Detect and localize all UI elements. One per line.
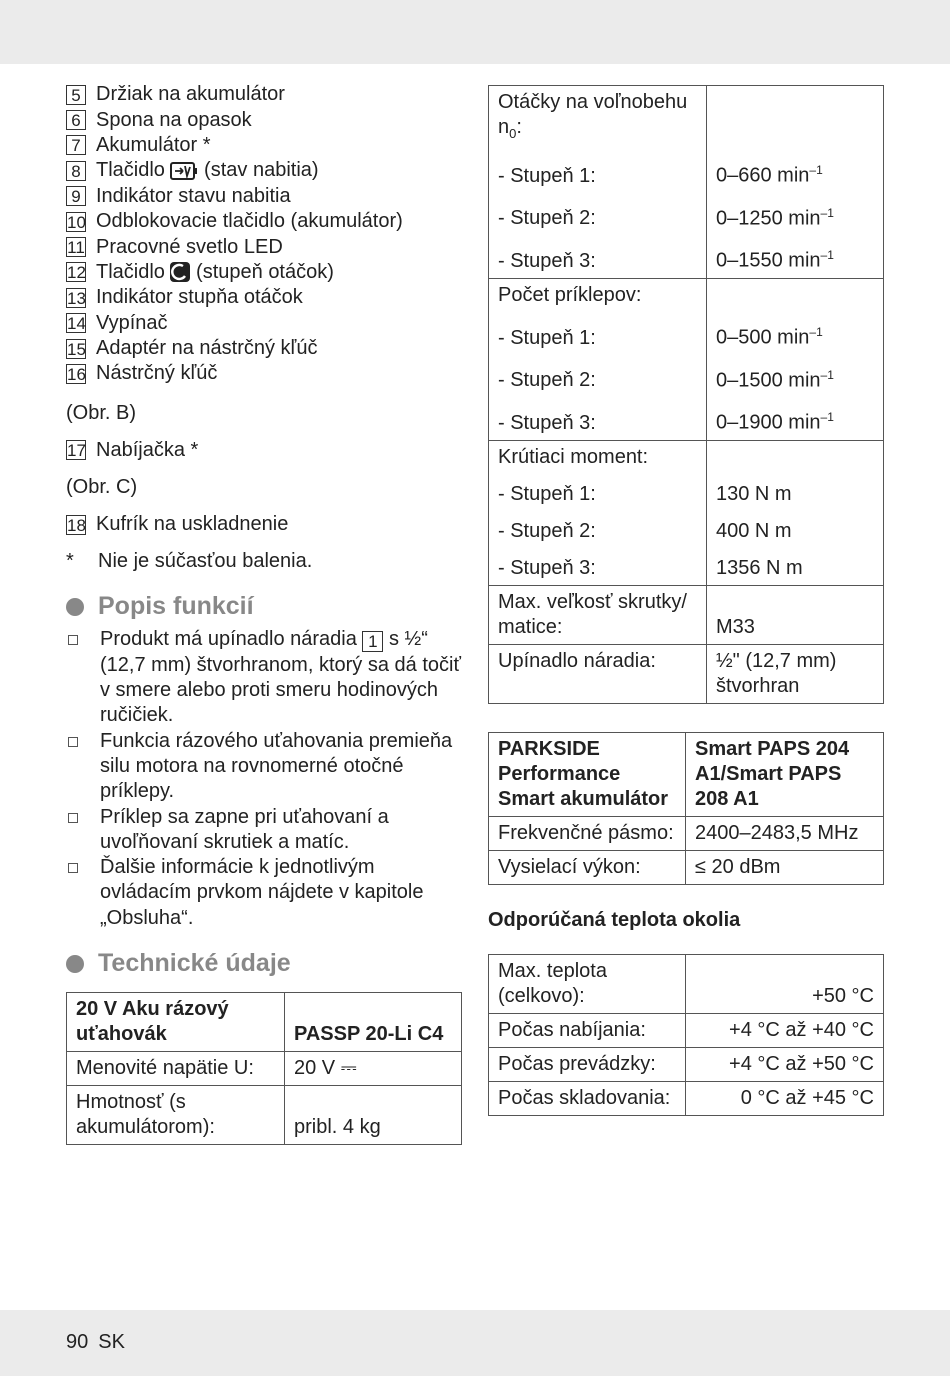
superscript: –1 bbox=[820, 205, 834, 220]
footer-band bbox=[0, 1310, 950, 1376]
item-number: 12 bbox=[67, 263, 86, 283]
table-cell bbox=[489, 86, 707, 151]
table-cell: Počas prevádzky: bbox=[489, 1047, 686, 1081]
legend-text: Indikátor stavu nabitia bbox=[96, 184, 291, 207]
list-item bbox=[66, 729, 462, 805]
table-cell bbox=[707, 440, 884, 474]
footnote-mark: * bbox=[66, 550, 74, 573]
table-cell: Počas skladovania: bbox=[489, 1081, 686, 1115]
bullet-text: s ½“ (12,7 mm) štvorhranom, ktorý sa dá točiť v smere alebo proti smeru hodinových ručičiek. bbox=[100, 628, 461, 727]
section-heading-functions bbox=[66, 592, 462, 621]
table-cell: Počet príklepov: bbox=[489, 278, 707, 312]
table-cell: PARKSIDE Performance Smart akumulátor bbox=[489, 732, 686, 816]
table-row bbox=[489, 1047, 884, 1081]
speed-gauge-icon bbox=[170, 262, 190, 282]
table-cell: M33 bbox=[707, 585, 884, 644]
table-cell: Smart PAPS 204 A1/Smart PAPS 208 A1 bbox=[686, 732, 884, 816]
item-number: 9 bbox=[66, 186, 86, 206]
table-cell bbox=[707, 86, 884, 151]
legend-text: Vypínač bbox=[96, 311, 168, 334]
temperature-table bbox=[488, 954, 884, 1116]
legend-text: (stav nabitia) bbox=[204, 159, 319, 182]
temperature-heading: Odporúčaná teplota okolia bbox=[488, 908, 741, 931]
legend-text: Nástrčný kľúč bbox=[96, 362, 218, 385]
bullet-dot-icon bbox=[66, 598, 84, 616]
table-cell: Upínadlo náradia: bbox=[489, 644, 707, 703]
table-row bbox=[489, 850, 884, 884]
list-item bbox=[66, 855, 462, 931]
legend-item bbox=[66, 209, 462, 234]
table-row bbox=[489, 644, 884, 703]
legend-text: Držiak na akumulátor bbox=[96, 83, 285, 106]
table-cell: Max. teplota (celkovo): bbox=[489, 954, 686, 1013]
table-row bbox=[489, 732, 884, 816]
bullet-text: Príklep sa zapne pri uťahovaní a uvoľňovaní skrutiek a matíc. bbox=[100, 805, 389, 853]
table-cell bbox=[707, 235, 884, 278]
legend-item bbox=[66, 82, 462, 107]
table-cell bbox=[707, 278, 884, 312]
table-cell: Max. veľkosť skrutky/ matice: bbox=[489, 585, 707, 644]
cell-text: 0–1250 min bbox=[716, 207, 821, 230]
item-number: 14 bbox=[67, 314, 86, 334]
table-row bbox=[489, 511, 884, 548]
table-cell: Menovité napätie U: bbox=[67, 1052, 285, 1086]
square-bullet-icon bbox=[68, 863, 78, 873]
item-number: 11 bbox=[67, 238, 85, 258]
battery-charge-icon bbox=[170, 161, 198, 181]
table-cell: - Stupeň 1: bbox=[489, 150, 707, 193]
table-row bbox=[67, 1086, 462, 1145]
legend-item bbox=[66, 107, 462, 132]
table-cell: 20 V ⎓ bbox=[285, 1052, 462, 1086]
superscript: –1 bbox=[809, 324, 823, 339]
page-footer bbox=[66, 1331, 135, 1354]
superscript: –1 bbox=[820, 410, 834, 425]
table-cell: Krútiaci moment: bbox=[489, 440, 707, 474]
table-row bbox=[67, 993, 462, 1052]
table-row bbox=[489, 397, 884, 440]
legend-item bbox=[66, 260, 462, 285]
legend-item bbox=[66, 133, 462, 158]
bullet-text: Funkcia rázového uťahovania premieňa silu motora na rovnomerné otočné príklepy. bbox=[100, 729, 453, 803]
table-row bbox=[489, 474, 884, 511]
table-cell: - Stupeň 3: bbox=[489, 397, 707, 440]
heading-text: Popis funkcií bbox=[98, 592, 254, 621]
legend-text: (stupeň otáčok) bbox=[196, 260, 334, 283]
bullet-dot-icon bbox=[66, 955, 84, 973]
table-cell: - Stupeň 3: bbox=[489, 548, 707, 586]
language-code: SK bbox=[98, 1331, 125, 1353]
superscript: –1 bbox=[820, 248, 834, 263]
table-row bbox=[489, 150, 884, 193]
item-number: 10 bbox=[67, 212, 86, 232]
item-number: 8 bbox=[66, 161, 86, 181]
item-number: 17 bbox=[67, 441, 86, 461]
header-band bbox=[0, 0, 950, 64]
item-number: 6 bbox=[66, 110, 86, 130]
table-row bbox=[489, 1081, 884, 1115]
table-cell: 2400–2483,5 MHz bbox=[686, 816, 884, 850]
table-row bbox=[489, 816, 884, 850]
legend-item bbox=[66, 438, 462, 463]
figure-ref-c: (Obr. C) bbox=[66, 476, 138, 499]
table-cell: - Stupeň 2: bbox=[489, 511, 707, 548]
table-row bbox=[489, 355, 884, 398]
superscript: –1 bbox=[809, 163, 823, 177]
section-heading-tech bbox=[66, 949, 462, 978]
table-cell bbox=[707, 355, 884, 398]
tech-table bbox=[66, 992, 462, 1145]
footnote-text: Nie je súčasťou balenia. bbox=[98, 550, 313, 573]
table-cell: Frekvenčné pásmo: bbox=[489, 816, 686, 850]
item-number: 5 bbox=[66, 85, 86, 105]
table-cell: Vysielací výkon: bbox=[489, 850, 686, 884]
legend-text: Nabíjačka * bbox=[96, 438, 199, 461]
table-cell: 0 °C až +45 °C bbox=[686, 1081, 884, 1115]
functions-list bbox=[66, 627, 462, 931]
footnote bbox=[66, 549, 462, 574]
item-number: 1 bbox=[362, 631, 383, 652]
legend-item bbox=[66, 361, 462, 386]
cell-text: 0–1900 min bbox=[716, 411, 821, 434]
table-cell: 1356 N m bbox=[707, 548, 884, 586]
table-row bbox=[67, 1052, 462, 1086]
legend-text: Spona na opasok bbox=[96, 108, 252, 131]
table-row bbox=[489, 440, 884, 474]
table-row bbox=[489, 1013, 884, 1047]
table-cell: ≤ 20 dBm bbox=[686, 850, 884, 884]
legend-text: Adaptér na nástrčný kľúč bbox=[96, 337, 318, 360]
legend-text: Tlačidlo bbox=[96, 159, 165, 182]
legend-item bbox=[66, 184, 462, 209]
table-cell: - Stupeň 3: bbox=[489, 235, 707, 278]
item-number: 16 bbox=[67, 364, 86, 384]
table-cell: Počas nabíjania: bbox=[489, 1013, 686, 1047]
table-cell: PASSP 20-Li C4 bbox=[285, 993, 462, 1052]
cell-text: 0–1550 min bbox=[716, 249, 821, 272]
table-cell bbox=[707, 150, 884, 193]
item-number: 7 bbox=[66, 135, 86, 155]
table-cell bbox=[707, 312, 884, 355]
table-row bbox=[489, 235, 884, 278]
square-bullet-icon bbox=[68, 813, 78, 823]
square-bullet-icon bbox=[68, 737, 78, 747]
legend-text: Indikátor stupňa otáčok bbox=[96, 286, 303, 309]
left-column bbox=[66, 82, 462, 1145]
table-cell: - Stupeň 1: bbox=[489, 474, 707, 511]
battery-table bbox=[488, 732, 884, 885]
table-cell: - Stupeň 1: bbox=[489, 312, 707, 355]
legend-item bbox=[66, 158, 462, 183]
table-cell: ½" (12,7 mm) štvorhran bbox=[707, 644, 884, 703]
legend-item bbox=[66, 512, 462, 537]
table-row bbox=[489, 548, 884, 586]
specs-table bbox=[488, 85, 884, 704]
cell-text: 0–1500 min bbox=[716, 369, 821, 392]
cell-text: 0–660 min bbox=[716, 164, 810, 187]
superscript: –1 bbox=[820, 367, 834, 382]
figure-ref-b: (Obr. B) bbox=[66, 401, 137, 424]
cell-text: : bbox=[516, 116, 522, 138]
table-row bbox=[489, 86, 884, 151]
table-cell: Hmotnosť (s akumulátorom): bbox=[67, 1086, 285, 1145]
legend-item bbox=[66, 234, 462, 259]
legend-item bbox=[66, 336, 462, 361]
heading-text: Technické údaje bbox=[98, 949, 291, 978]
cell-text: 0–500 min bbox=[716, 326, 810, 349]
legend-item bbox=[66, 285, 462, 310]
table-row bbox=[489, 954, 884, 1013]
table-cell: pribl. 4 kg bbox=[285, 1086, 462, 1145]
table-cell: +4 °C až +40 °C bbox=[686, 1013, 884, 1047]
bullet-text: Ďalšie informácie k jednotlivým ovládacím prvkom nájdete v kapitole „Obsluha“. bbox=[100, 856, 424, 929]
cell-text: Otáčky na voľnobehu n bbox=[498, 91, 688, 138]
table-cell: 20 V Aku rázový uťahovák bbox=[67, 993, 285, 1052]
parts-legend bbox=[66, 82, 462, 387]
table-cell bbox=[707, 397, 884, 440]
table-row bbox=[489, 278, 884, 312]
table-cell: - Stupeň 2: bbox=[489, 193, 707, 236]
table-row bbox=[489, 312, 884, 355]
item-number: 18 bbox=[67, 515, 86, 535]
table-row bbox=[489, 585, 884, 644]
bullet-text: Produkt má upínadlo náradia bbox=[100, 628, 357, 651]
legend-item bbox=[66, 311, 462, 336]
table-cell: +4 °C až +50 °C bbox=[686, 1047, 884, 1081]
subscript: 0 bbox=[509, 126, 517, 141]
legend-text: Pracovné svetlo LED bbox=[96, 235, 283, 258]
legend-text: Odblokovacie tlačidlo (akumulátor) bbox=[96, 210, 403, 233]
square-bullet-icon bbox=[68, 635, 78, 645]
legend-text: Kufrík na uskladnenie bbox=[96, 513, 289, 536]
table-cell: 130 N m bbox=[707, 474, 884, 511]
item-number: 13 bbox=[67, 288, 86, 308]
item-number: 15 bbox=[67, 339, 86, 359]
list-item bbox=[66, 805, 462, 856]
table-cell: - Stupeň 2: bbox=[489, 355, 707, 398]
legend-text: Tlačidlo bbox=[96, 260, 165, 283]
legend-text: Akumulátor * bbox=[96, 133, 211, 156]
table-cell: 400 N m bbox=[707, 511, 884, 548]
list-item bbox=[66, 627, 462, 728]
table-row bbox=[489, 193, 884, 236]
table-cell bbox=[707, 193, 884, 236]
right-column bbox=[488, 85, 884, 1116]
table-cell: +50 °C bbox=[686, 954, 884, 1013]
page-number: 90 bbox=[66, 1331, 89, 1353]
